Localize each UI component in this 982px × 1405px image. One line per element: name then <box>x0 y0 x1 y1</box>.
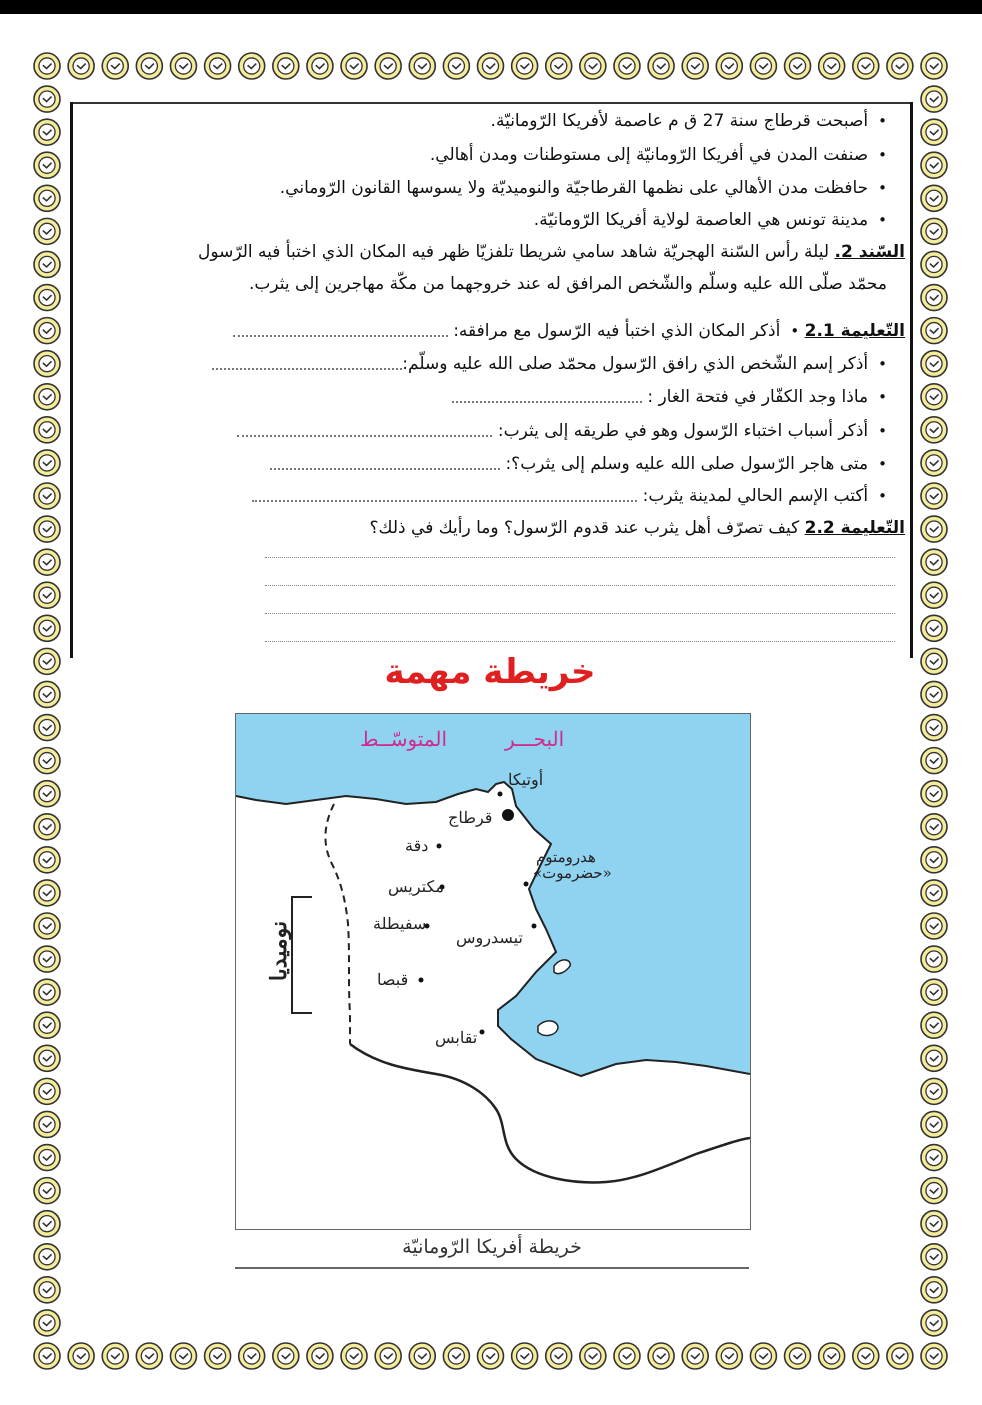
check-circle-icon <box>34 285 60 311</box>
sea-label-1: البحـــر <box>505 727 565 751</box>
check-circle-icon <box>921 1310 947 1336</box>
check-circle-icon <box>239 53 265 79</box>
check-circle-icon <box>307 53 333 79</box>
check-circle-icon <box>34 582 60 608</box>
check-circle-icon <box>921 1111 947 1137</box>
bullet: • <box>878 179 887 197</box>
label-capsa: قبصا <box>377 970 409 989</box>
bullet: • <box>878 455 887 473</box>
check-circle-icon <box>34 946 60 972</box>
answer-dots[interactable] <box>237 425 492 437</box>
check-circle-icon <box>136 1343 162 1369</box>
check-circle-icon <box>239 1343 265 1369</box>
check-circle-icon <box>921 781 947 807</box>
check-circle-icon <box>785 53 811 79</box>
check-circle-icon <box>921 251 947 277</box>
check-circle-icon <box>375 53 401 79</box>
check-circle-icon <box>921 218 947 244</box>
check-circle-icon <box>34 847 60 873</box>
answer-dots[interactable] <box>252 490 637 502</box>
frontier-line <box>325 804 350 1044</box>
check-circle-icon <box>102 1343 128 1369</box>
check-circle-icon <box>34 1211 60 1237</box>
content-left-rule <box>70 102 73 658</box>
check-circle-icon <box>34 1277 60 1303</box>
check-circle-icon <box>921 318 947 344</box>
answer-line[interactable] <box>265 557 895 558</box>
check-circle-icon <box>921 748 947 774</box>
check-circle-icon <box>34 913 60 939</box>
check-circle-icon <box>921 913 947 939</box>
check-circle-icon <box>34 384 60 410</box>
check-circle-icon <box>34 185 60 211</box>
check-circle-icon <box>34 979 60 1005</box>
check-circle-icon <box>341 1343 367 1369</box>
check-circle-icon <box>34 417 60 443</box>
check-circle-icon <box>34 351 60 377</box>
check-circle-icon <box>34 549 60 575</box>
check-circle-icon <box>921 847 947 873</box>
check-circle-icon <box>34 53 60 79</box>
numidia-bracket <box>286 895 316 1015</box>
bullet: • <box>878 112 887 130</box>
check-circle-icon <box>34 648 60 674</box>
check-circle-icon <box>341 53 367 79</box>
check-circle-icon <box>546 53 572 79</box>
check-circle-icon <box>716 53 742 79</box>
check-circle-icon <box>443 53 469 79</box>
sanad-line-1: السّند 2. ليلة رأس السّنة الهجريّة شاهد سامي شريطا تلفزيّا ظهر فيه المكان الذي اختبأ فيه الرّسول <box>197 242 905 262</box>
check-circle-icon <box>34 681 60 707</box>
check-circle-icon <box>853 1343 879 1369</box>
check-circle-icon <box>921 648 947 674</box>
check-circle-icon <box>34 1178 60 1204</box>
check-circle-icon <box>34 1343 60 1369</box>
check-circle-icon <box>34 1045 60 1071</box>
check-circle-icon <box>921 483 947 509</box>
check-circle-icon <box>921 450 947 476</box>
check-circle-icon <box>34 1310 60 1336</box>
island-djerba <box>538 1021 558 1036</box>
check-circle-icon <box>682 53 708 79</box>
check-circle-icon <box>307 1343 333 1369</box>
check-circle-icon <box>68 53 94 79</box>
check-circle-icon <box>921 582 947 608</box>
label-hadrumetum: هدرومتوم <box>536 848 596 866</box>
check-circle-icon <box>921 549 947 575</box>
check-circle-icon <box>887 53 913 79</box>
check-circle-icon <box>921 384 947 410</box>
check-circle-icon <box>921 152 947 178</box>
capsa-dot <box>419 978 424 983</box>
check-circle-icon <box>409 1343 435 1369</box>
check-circle-icon <box>34 1244 60 1270</box>
bullet: • <box>878 146 887 164</box>
caption-rule <box>235 1267 749 1269</box>
answer-dots[interactable] <box>212 358 402 370</box>
bullet: • <box>878 487 887 505</box>
check-circle-icon <box>682 1343 708 1369</box>
content-right-rule <box>910 102 913 658</box>
label-hadrumetum-alt: «حضرموت» <box>533 864 612 882</box>
check-circle-icon <box>750 53 776 79</box>
check-circle-icon <box>819 53 845 79</box>
bullet: • <box>878 388 887 406</box>
thysdrus-dot <box>532 924 537 929</box>
question-5: •أكتب الإسم الحالي لمدينة يثرب: <box>252 483 887 509</box>
map-caption: خريطة أفريكا الرّومانيّة <box>402 1236 582 1258</box>
answer-line[interactable] <box>265 613 895 614</box>
check-circle-icon <box>921 880 947 906</box>
numidia-label: نوميديا <box>266 920 292 982</box>
check-circle-icon <box>205 1343 231 1369</box>
bullet: • <box>878 211 887 229</box>
check-circle-icon <box>648 53 674 79</box>
content-top-rule <box>70 102 912 104</box>
check-circle-icon <box>921 946 947 972</box>
check-circle-icon <box>716 1343 742 1369</box>
check-circle-icon <box>614 53 640 79</box>
check-circle-icon <box>34 318 60 344</box>
check-circle-icon <box>478 53 504 79</box>
check-circle-icon <box>921 1145 947 1171</box>
check-circle-icon <box>921 516 947 542</box>
check-circle-icon <box>819 1343 845 1369</box>
check-circle-icon <box>68 1343 94 1369</box>
check-circle-icon <box>921 1277 947 1303</box>
check-circle-icon <box>34 483 60 509</box>
map-heading: خريطة مهمة <box>384 652 596 692</box>
check-circle-icon <box>34 1078 60 1104</box>
instruction-2-1: التّعليمة 2.1 •أذكر المكان الذي اختبأ فيه الرّسول مع مرافقه: <box>233 318 905 344</box>
bullet: • <box>878 355 887 373</box>
check-circle-icon <box>443 1343 469 1369</box>
fact-line-3: •حافظت مدن الأهالي على نظمها القرطاجيّة والنوميديّة ولا يسوسها القانون الرّوماني. <box>279 178 887 198</box>
check-circle-icon <box>34 880 60 906</box>
instruction-2-1-label: التّعليمة 2.1 <box>804 321 905 341</box>
check-circle-icon <box>273 1343 299 1369</box>
check-circle-icon <box>34 119 60 145</box>
instruction-2-2: التّعليمة 2.2 كيف تصرّف أهل يثرب عند قدوم الرّسول؟ وما رأيك في ذلك؟ <box>369 518 905 538</box>
answer-line[interactable] <box>265 585 895 586</box>
check-circle-icon <box>921 285 947 311</box>
check-circle-icon <box>34 781 60 807</box>
check-circle-icon <box>34 814 60 840</box>
check-circle-icon <box>921 119 947 145</box>
check-circle-icon <box>34 715 60 741</box>
check-circle-icon <box>921 185 947 211</box>
check-circle-icon <box>136 53 162 79</box>
check-circle-icon <box>34 516 60 542</box>
check-circle-icon <box>102 53 128 79</box>
check-circle-icon <box>921 417 947 443</box>
check-circle-icon <box>512 1343 538 1369</box>
hadrumetum-dot <box>524 882 529 887</box>
check-circle-icon <box>478 1343 504 1369</box>
check-circle-icon <box>170 53 196 79</box>
check-circle-icon <box>648 1343 674 1369</box>
fact-line-1: •أصبحت قرطاج سنة 27 ق م عاصمة لأفريكا الرّومانيّة. <box>490 111 887 131</box>
check-circle-icon <box>921 1178 947 1204</box>
fact-line-2: •صنفت المدن في أفريكا الرّومانيّة إلى مستوطنات ومدن أهالي. <box>429 145 887 165</box>
check-circle-icon <box>409 53 435 79</box>
tacapes-dot <box>480 1030 485 1035</box>
check-circle-icon <box>921 814 947 840</box>
dougga-dot <box>437 844 442 849</box>
check-circle-icon <box>34 1111 60 1137</box>
check-circle-icon <box>921 53 947 79</box>
check-circle-icon <box>921 1211 947 1237</box>
check-circle-icon <box>34 86 60 112</box>
check-circle-icon <box>580 1343 606 1369</box>
check-circle-icon <box>614 1343 640 1369</box>
check-circle-icon <box>750 1343 776 1369</box>
answer-line[interactable] <box>265 641 895 642</box>
utica-dot <box>498 792 503 797</box>
check-circle-icon <box>170 1343 196 1369</box>
check-circle-icon <box>34 748 60 774</box>
check-circle-icon <box>921 979 947 1005</box>
check-circle-icon <box>921 1244 947 1270</box>
instruction-2-2-label: التّعليمة 2.2 <box>804 518 905 538</box>
check-circle-icon <box>921 351 947 377</box>
answer-dots[interactable] <box>270 458 500 470</box>
check-circle-icon <box>921 1012 947 1038</box>
label-thysdrus: تيسدروس <box>456 928 523 947</box>
sanad-label: السّند 2. <box>834 242 905 262</box>
label-utica: أوتيكا <box>508 770 544 789</box>
check-circle-icon <box>375 1343 401 1369</box>
check-circle-icon <box>34 251 60 277</box>
check-circle-icon <box>34 450 60 476</box>
check-circle-icon <box>887 1343 913 1369</box>
check-circle-icon <box>34 152 60 178</box>
top-bar <box>0 0 982 14</box>
label-tacapes: تقابس <box>435 1028 478 1047</box>
check-circle-icon <box>34 1012 60 1038</box>
bullet: • <box>790 322 800 340</box>
label-mactaris: مكتريس <box>388 877 444 896</box>
question-1: •أذكر إسم الشّخص الذي رافق الرّسول محمّد صلى الله عليه وسلّم: <box>212 351 887 377</box>
answer-dots[interactable] <box>452 391 642 403</box>
check-circle-icon <box>853 53 879 79</box>
fact-line-4: •مدينة تونس هي العاصمة لولاية أفريكا الرّومانيّة. <box>533 210 887 230</box>
check-circle-icon <box>921 1078 947 1104</box>
check-circle-icon <box>921 1343 947 1369</box>
check-circle-icon <box>580 53 606 79</box>
label-dougga: دقة <box>405 836 429 855</box>
carthage-dot <box>502 809 514 821</box>
check-circle-icon <box>921 1045 947 1071</box>
check-circle-icon <box>273 53 299 79</box>
check-circle-icon <box>34 615 60 641</box>
check-circle-icon <box>785 1343 811 1369</box>
check-circle-icon <box>205 53 231 79</box>
check-circle-icon <box>512 53 538 79</box>
check-circle-icon <box>921 86 947 112</box>
question-3: •أذكر أسباب اختباء الرّسول وهو في طريقه إلى يثرب: <box>237 418 887 444</box>
bullet: • <box>878 422 887 440</box>
answer-dots[interactable] <box>233 325 448 337</box>
label-carthage: قرطاج <box>448 808 493 827</box>
check-circle-icon <box>34 218 60 244</box>
question-2: •ماذا وجد الكفّار في فتحة الغار : <box>452 384 887 410</box>
question-4: •متى هاجر الرّسول صلى الله عليه وسلم إلى يثرب؟: <box>270 451 887 477</box>
sea-label-2: المتوسّــط <box>360 727 448 751</box>
check-circle-icon <box>546 1343 572 1369</box>
label-sufetula: سفيطلة <box>373 914 427 933</box>
sanad-line-2: محمّد صلّى الله عليه وسلّم والشّخص المرافق له عند خروجهما من مكّة مهاجرين إلى يثرب. <box>249 274 887 294</box>
check-circle-icon <box>921 715 947 741</box>
check-circle-icon <box>921 615 947 641</box>
check-circle-icon <box>34 1145 60 1171</box>
check-circle-icon <box>921 681 947 707</box>
